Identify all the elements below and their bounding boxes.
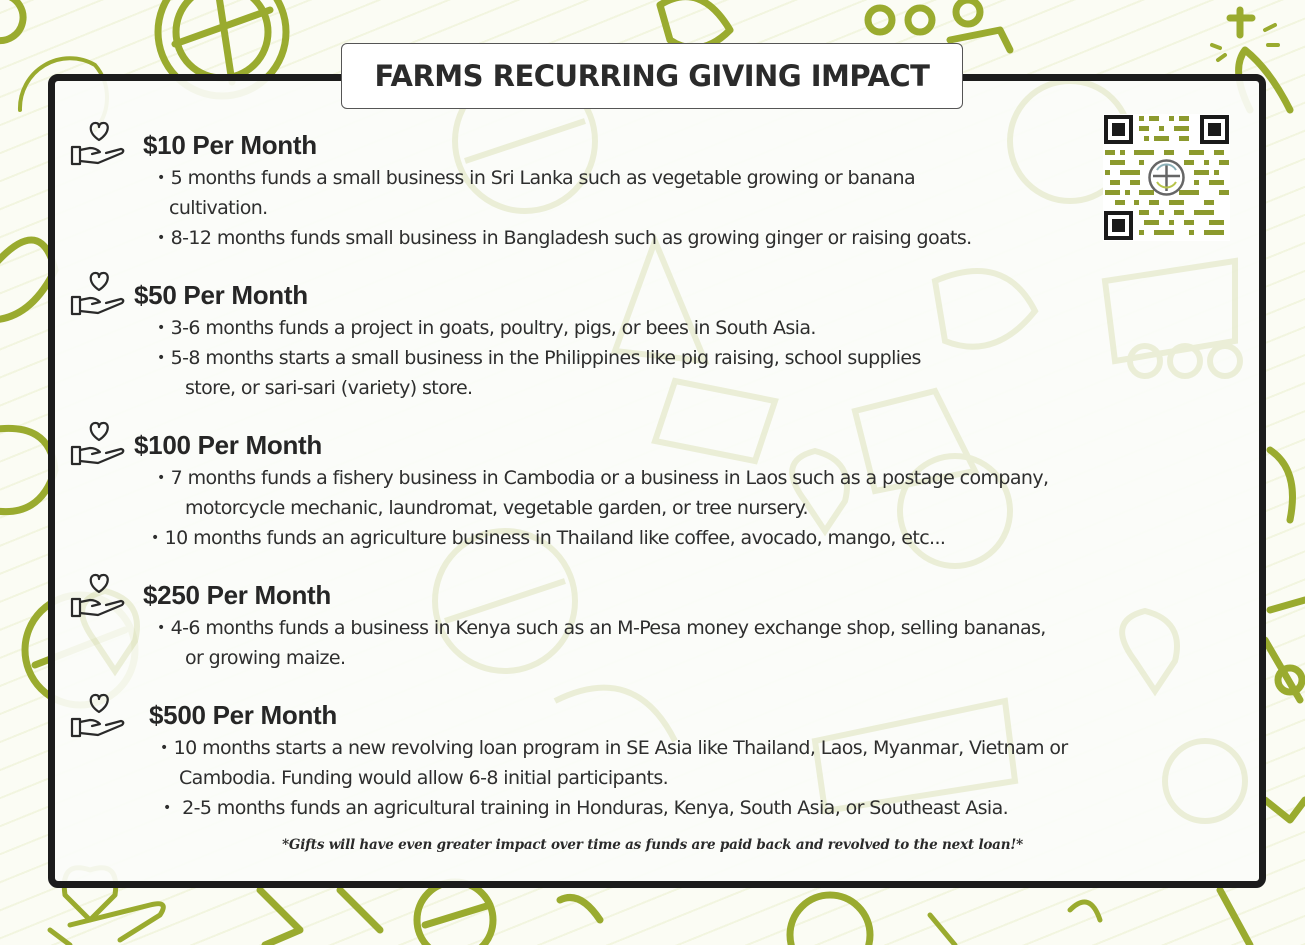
hand-heart-icon	[70, 270, 126, 318]
bullet-continuation: store, or sari-sari (variety) store.	[185, 377, 473, 399]
farms-logo-icon	[1150, 161, 1184, 195]
hand-heart-icon	[70, 692, 126, 740]
bullet-item: • 4-6 months funds a business in Kenya such as an M-Pesa money exchange shop, selling bananas,	[157, 617, 1046, 639]
bullet-item: • 5-8 months starts a small business in the Philippines like pig raising, school supplies	[157, 347, 921, 369]
tier-heading: $10 Per Month	[143, 130, 317, 160]
bullet-continuation: cultivation.	[169, 197, 268, 219]
tier-heading: $500 Per Month	[149, 700, 337, 730]
bullet-continuation: Cambodia. Funding would allow 6-8 initial participants.	[179, 767, 669, 789]
bullet-item: • 2-5 months funds an agricultural training in Honduras, Kenya, South Asia, or Southeast Asia.	[163, 797, 1009, 819]
bullet-item: • 10 months funds an agriculture business in Thailand like coffee, avocado, mango, etc...	[151, 527, 946, 549]
bullet-item: • 7 months funds a fishery business in Cambodia or a business in Laos such as a postage company,	[157, 467, 1049, 489]
hand-heart-icon	[70, 120, 126, 168]
bullet-continuation: or growing maize.	[185, 647, 346, 669]
footnote: *Gifts will have even greater impact over time as funds are paid back and revolved to the next loan!*	[282, 837, 1023, 853]
hand-heart-icon	[70, 572, 126, 620]
tier-heading: $100 Per Month	[134, 430, 322, 460]
qr-code[interactable]	[1103, 114, 1230, 241]
page-title: FARMS RECURRING GIVING IMPACT	[374, 59, 930, 93]
bullet-item: • 8-12 months funds small business in Bangladesh such as growing ginger or raising goats.	[157, 227, 972, 249]
bullet-item: • 10 months starts a new revolving loan program in SE Asia like Thailand, Laos, Myanmar, Vietnam or	[160, 737, 1068, 759]
hand-heart-icon	[70, 420, 126, 468]
bullet-item: • 5 months funds a small business in Sri Lanka such as vegetable growing or banana	[157, 167, 916, 189]
bullet-item: • 3-6 months funds a project in goats, poultry, pigs, or bees in South Asia.	[157, 317, 816, 339]
tier-heading: $250 Per Month	[143, 580, 331, 610]
tier-heading: $50 Per Month	[134, 280, 308, 310]
title-banner	[341, 43, 963, 109]
bullet-continuation: motorcycle mechanic, laundromat, vegetable garden, or tree nursery.	[185, 497, 808, 519]
